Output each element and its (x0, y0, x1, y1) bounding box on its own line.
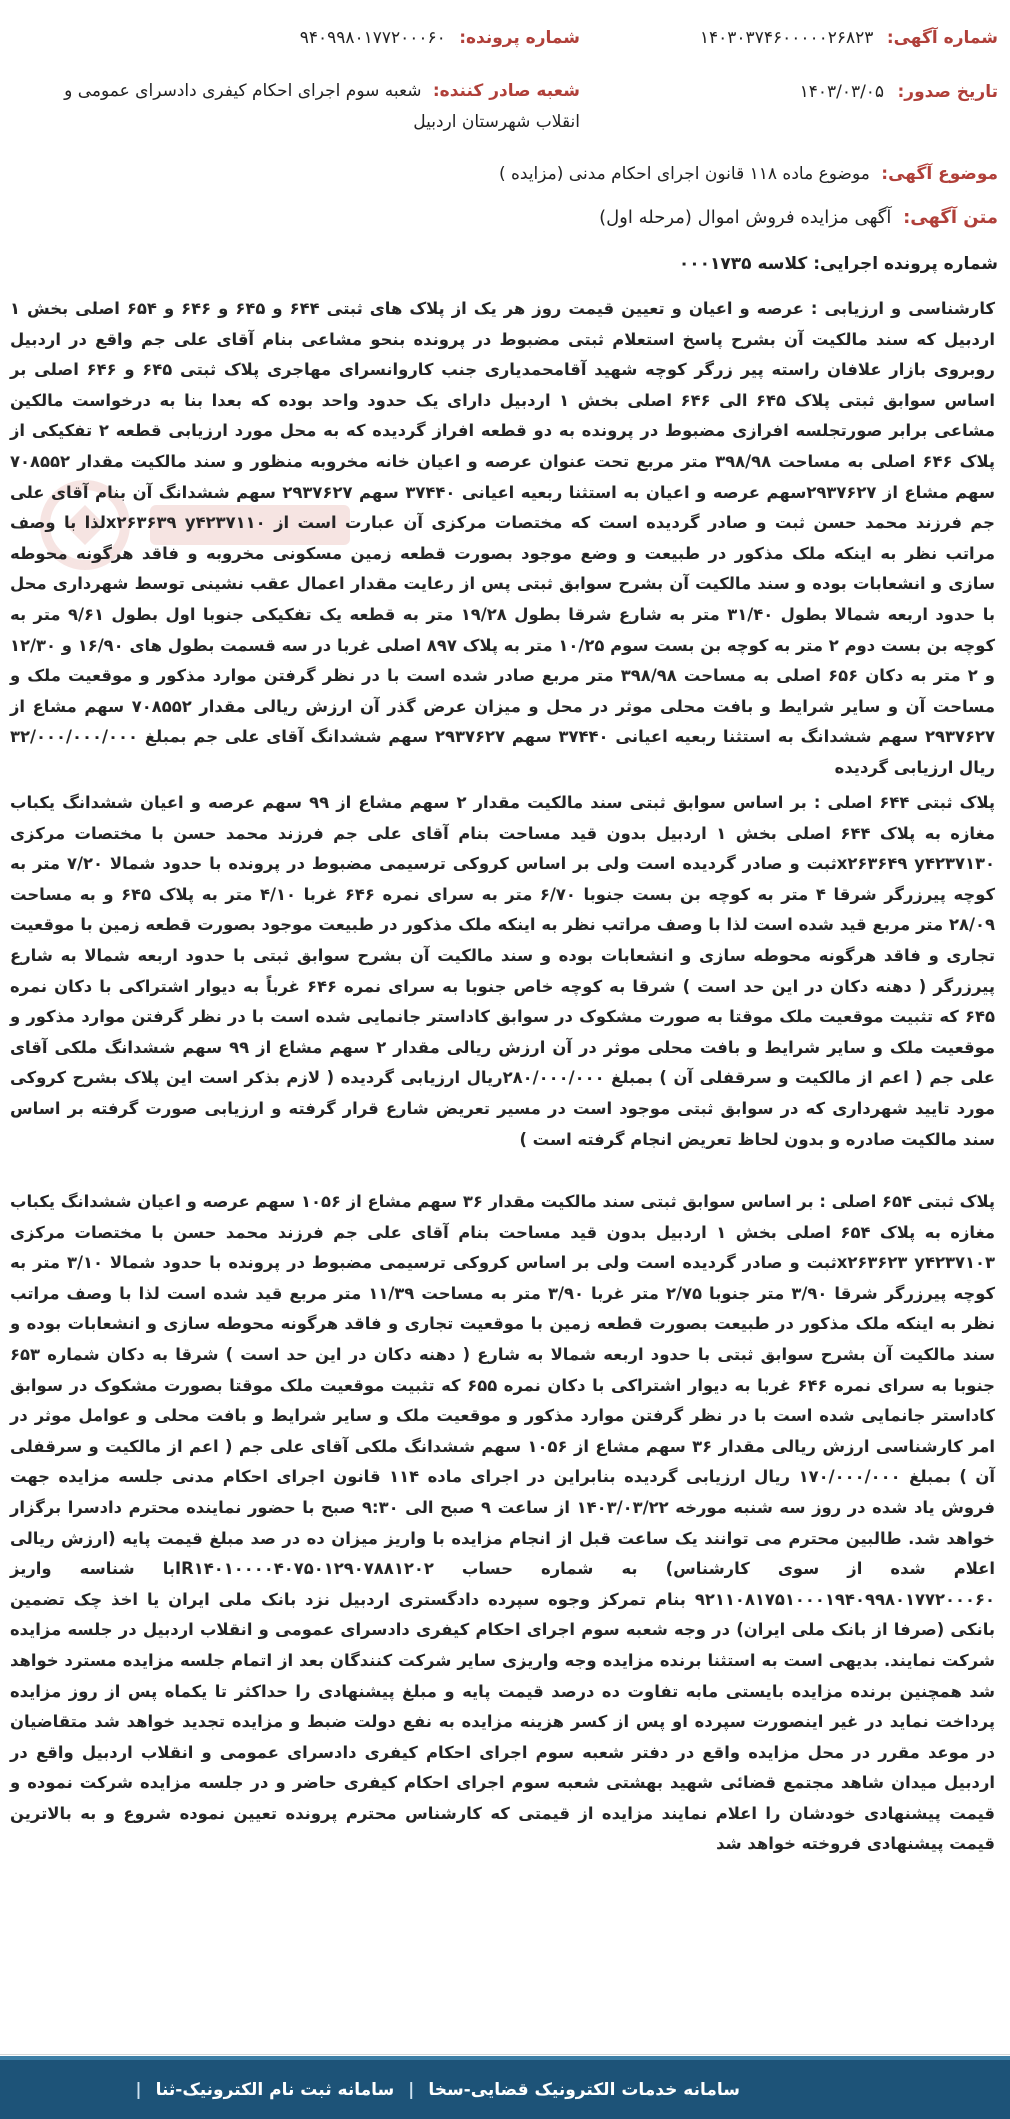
ad-number-label: شماره آگهی: (886, 28, 998, 48)
ad-number-value: ۱۴۰۳۰۳۷۴۶۰۰۰۰۰۲۶۸۲۳ (699, 28, 874, 48)
notice-header (0, 0, 1010, 142)
paragraph-1: کارشناسی و ارزیابی : عرصه و اعیان و تعیین قیمت روز هر یک از پلاک های ثبتی ۶۴۴ و ۶۴۵ و ۶۴۶ و ۶۵۴ اصلی بخش ۱ اردبیل که سند مالکیت آن بشرح پاسخ استعلام ثبتی مضبوط در پرونده بنحو مشاعی بنام آقای علی جم واقع در اردبیل روبروی بازار علافان راسته پیر زرگر کوچه شهید آقامحمدیاری جنب کاروانسرای مهاجری پلاک ثبتی ۶۴۵ و ۶۴۶ اصلی بر اساس سوابق ثبتی پلاک ۶۴۵ الی ۶۴۶ اصلی بخش ۱ اردبیل دارای یک حدود واحد بوده که بعدا بنا به درخواست مالکین مشاعی برابر صورتجلسه افرازی مضبوط در پرونده به دو قطعه افراز گردیده که به محل مورد ارزیابی قطعه ۲ تفکیکی از پلاک ۶۴۶ اصلی به مساحت ۳۹۸/۹۸ متر مربع تحت عنوان عرصه و اعیان خانه مخروبه منظور و سند مالکیت مقدار ۷۰۸۵۵۲ سهم مشاع از ۲۹۳۷۶۲۷سهم عرصه و اعیان به استثنا ربعیه اعیانی ۳۷۴۴۰ سهم ۲۹۳۷۶۲۷ سهم ششدانگ آن بنام آقای علی جم فرزند محمد حسن ثبت و صادر گردیده است که مختصات مرکزی آن عبارت است از x۲۶۳۶۳۹ y۴۲۳۷۱۱۰لذا با وصف مراتب نظر به اینکه ملک مذکور در طبیعت و وضع موجود بصورت قطعه زمین مسکونی مخروبه و فاقد هرگونه محوطه سازی و انشعابات بوده و سند مالکیت آن بشرح سوابق ثبتی پس از رعایت مقدار اعمال عقب نشینی توسط شهرداری محل با حدود اربعه شمالا بطول ۳۱/۴۰ متر به شارع شرقا بطول ۱۹/۲۸ متر به قطعه یک تفکیکی جنوبا اول بطول ۹/۶۱ متر به کوچه بن بست دوم ۲ متر به کوچه بن بست سوم ۱۰/۲۵ متر به پلاک ۸۹۷ اصلی غربا در سه قسمت بطول های ۱۶/۹۰ و ۱۲/۳۰ و ۲ متر به دکان ۶۵۶ اصلی به مساحت ۳۹۸/۹۸ متر مربع صادر شده است با در نظر گرفتن موارد مذکور و موقعیت ملک و مساحت آن و سایر شرایط و بافت محلی موثر در محل و میزان عرض گذر آن ارزش ریالی مقدار ۷۰۸۵۵۲ سهم مشاع از ۲۹۳۷۶۲۷ سهم ششدانگ به استثنا ربعیه اعیانی ۳۷۴۴۰ سهم ۲۹۳۷۶۲۷ سهم ششدانگ آقای علی جم بمبلغ ۳۲/۰۰۰/۰۰۰/۰۰۰ ریال ارزیابی گردیده (10, 299, 996, 777)
issue-date-value: ۱۴۰۳/۰۳/۰۵ (799, 82, 885, 102)
case-number-value: ۹۴۰۹۹۸۰۱۷۷۲۰۰۰۶۰ (299, 28, 446, 48)
notice-subject (499, 164, 998, 184)
paragraph-2: پلاک ثبتی ۶۴۴ اصلی : بر اساس سوابق ثبتی سند مالکیت مقدار ۲ سهم مشاع از ۹۹ سهم عرصه و اعیان ششدانگ یکباب مغازه به پلاک ۶۴۴ اصلی بخش ۱ اردبیل بدون قید مساحت بنام آقای علی جم فرزند محمد حسن با مختصات مرکزی x۲۶۳۶۴۹ y۴۲۳۷۱۳۰ثبت و صادر گردیده است ولی بر اساس کروکی ترسیمی مضبوط در پرونده با حدود شمالا ۷/۲۰ متر به کوچه پیرزرگر شرقا ۴ متر به کوچه بن بست جنوبا ۶/۷۰ متر به سرای نمره ۶۴۶ غربا ۴/۱۰ متر به پلاک ۶۴۵ و به مساحت ۲۸/۰۹ متر مربع قید شده است لذا با وصف مراتب نظر به اینکه ملک مذکور در طبیعت موجود بصورت قطعه زمین با موقعیت تجاری و فاقد هرگونه محوطه سازی و انشعابات بوده و سند مالکیت آن بشرح سوابق ثبتی با حدود اربعه شمالا به شارع پیرزرگر ( دهنه دکان در این حد است ) شرقا به کوچه خاص جنوبا به سرای نمره ۶۴۶ غرباً به دیوار اشتراکی با دکان نمره ۶۴۵ که تثبیت موقعیت ملک موقتا به صورت مشکوک در سوابق کاداستر جانمایی شده است با در نظر گرفتن موارد مذکور و موقعیت ملک و سایر شرایط و بافت محلی موثر در آن ارزش ریالی مقدار ۲ سهم مشاع از ۹۹ سهم ششدانگ ملکی آقای علی جم ( اعم از مالکیت و سرقفلی آن ) بمبلغ ۲۸۰/۰۰۰/۰۰۰ریال ارزیابی گردیده ( لازم بذکر است این پلاک بشرح کروکی مورد تایید شهرداری که در سوابق ثبتی موجود است در مسیر تعریض شارع قرار گرفته و ارزیابی صورت گرفته بر اساس سند مالکیت صادره و بدون لحاظ تعریض انجام گرفته است ) (10, 793, 996, 1149)
footer-link-sana[interactable]: سامانه ثبت نام الکترونیک-ثنا (155, 2080, 395, 2100)
site-footer (0, 2056, 1010, 2119)
subject-value: موضوع ماده ۱۱۸ قانون اجرای احکام مدنی (مزایده ) (498, 164, 870, 184)
exec-case-number: شماره پرونده اجرایی: کلاسه ۰۰۰۱۷۳۵ (678, 254, 998, 274)
notice-text-title (599, 207, 998, 228)
text-label: متن آگهی: (903, 207, 998, 228)
footer-links (127, 2080, 740, 2100)
case-number (300, 28, 580, 48)
issuer-value: شعبه سوم اجرای احکام کیفری دادسرای عمومی و انقلاب شهرستان اردبیل (64, 81, 580, 132)
footer-link-sakha[interactable]: سامانه خدمات الکترونیک قضایی-سخا (428, 2080, 740, 2100)
issue-date-label: تاریخ صدور: (897, 82, 998, 102)
issuer-label: شعبه صادر کننده: (432, 81, 580, 101)
issue-date (800, 82, 998, 102)
case-number-label: شماره پرونده: (459, 28, 580, 48)
ad-number (700, 28, 998, 48)
footer-separator-end: | (135, 2080, 142, 2100)
subject-label: موضوع آگهی: (881, 164, 998, 184)
text-value: آگهی مزایده فروش اموال (مرحله اول) (599, 207, 892, 228)
paragraph-3: پلاک ثبتی ۶۵۴ اصلی : بر اساس سوابق ثبتی سند مالکیت مقدار ۳۶ سهم مشاع از ۱۰۵۶ سهم عرصه و اعیان ششدانگ یکباب مغازه به پلاک ۶۵۴ اصلی بخش ۱ اردبیل بدون قید مساحت بنام آقای علی جم فرزند محمد حسن با مختصات مرکزی x۲۶۳۶۲۳ y۴۲۳۷۱۰۳ثبت و صادر گردیده است ولی بر اساس کروکی ترسیمی مضبوط در پرونده با حدود شمالا ۳/۱۰ متر به کوچه پیرزرگر شرقا ۳/۹۰ متر جنوبا ۲/۷۵ متر غربا ۳/۹۰ متر به مساحت ۱۱/۳۹ متر مربع قید شده است لذا با وصف مراتب نظر به اینکه ملک مذکور در طبیعت بصورت قطعه زمین با موقعیت تجاری و فاقد هرگونه محوطه سازی و انشعابات بوده و سند مالکیت آن بشرح سوابق ثبتی با حدود اربعه شمالا به شارع ( دهنه دکان در این حد است ) شرقا به دکان شماره ۶۵۳ جنوبا به سرای نمره ۶۴۶ غربا به دیوار اشتراکی با دکان نمره ۶۵۵ که تثبیت موقعیت ملک موقتا بصورت مشکوک در سوابق کاداستر جانمایی شده است با در نظر گرفتن موارد مذکور و موقعیت ملک و سایر شرایط و بافت محلی و عوامل موثر در امر کارشناسی ارزش ریالی مقدار ۳۶ سهم مشاع از ۱۰۵۶ سهم ششدانگ ملکی آقای علی جم ( اعم از مالکیت و سرقفلی آن ) بمبلغ ۱۷۰/۰۰۰/۰۰۰ ریال ارزیابی گردیده بنابراین در اجرای ماده ۱۱۴ قانون اجرای احکام مدنی جلسه مزایده جهت فروش یاد شده در روز سه شنبه مورخه ۱۴۰۳/۰۳/۲۲ از ساعت ۹ صبح الی ۹:۳۰ صبح با حضور نماینده محترم دادسرا برگزار خواهد شد. طالبین محترم می توانند یک ساعت قبل از انجام مزایده با واریز میزان ده در صد مبلغ قیمت پایه (ارزش ریالی اعلام شده از سوی کارشناس) به شماره حساب IR۱۴۰۱۰۰۰۰۴۰۷۵۰۱۲۹۰۷۸۸۱۲۰۲با شناسه واریز ۹۲۱۱۰۸۱۷۵۱۰۰۰۱۹۴۰۹۹۸۰۱۷۷۲۰۰۰۶۰ بنام تمرکز وجوه سپرده دادگستری اردبیل نزد بانک ملی ایران یا اخذ چک تضمین بانکی (صرفا از بانک ملی ایران) در وجه شعبه سوم اجرای احکام کیفری دادسرای عمومی و انقلاب اردبیل در جلسه مزایده شرکت نمایند. بدیهی است به استثنا برنده مزایده وجه واریزی سایر شرکت کنندگان بعد از اتمام جلسه مزایده مسترد خواهد شد همچنین برنده مزایده بایستی مابه تفاوت ده درصد قیمت پایه و مبلغ پیشنهادی را حداکثر تا یکماه پس از روز مزایده پرداخت نماید در غیر اینصورت سپرده او پس از کسر هزینه مزایده به نفع دولت ضبط و مزایده تجدید خواهد شد متقاضیان در موعد مقرر در محل مزایده واقع در دفتر شعبه سوم اجرای احکام کیفری دادسرای عمومی و انقلاب اردبیل واقع در اردبیل میدان شاهد مجتمع قضائی شهید بهشتی شعبه سوم اجرای احکام کیفری حاضر و در جلسه مزایده شرکت نموده و قیمت پیشنهادی خودشان را اعلام نمایند مزایده از قیمتی که کارشناس محترم پرونده تعیین نموده شروع و به بالاترین قیمت پیشنهادی فروخته خواهد شد (10, 1192, 996, 1854)
footer-separator: | (408, 2080, 415, 2100)
issuer (50, 76, 580, 138)
